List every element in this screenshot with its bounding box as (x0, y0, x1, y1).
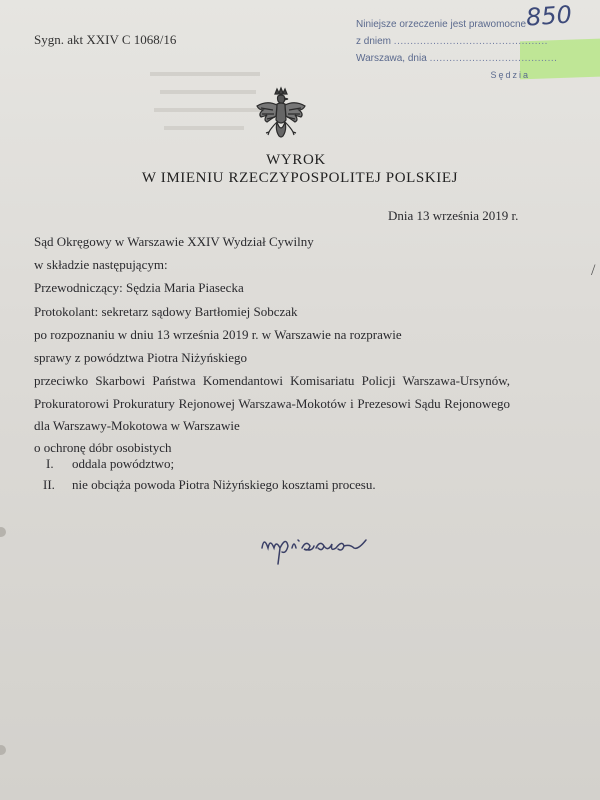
composition-line: w składzie następującym: (34, 257, 168, 272)
stamp-line-2 (356, 33, 548, 50)
subject-line: o ochronę dóbr osobistych (34, 440, 172, 455)
stamp-line-3 (356, 50, 558, 67)
polish-eagle-emblem-icon (253, 86, 309, 148)
margin-mark: / (591, 262, 596, 279)
stamp-date-dots: ............................................... (393, 36, 548, 47)
ruling-item-number: II. (43, 477, 55, 492)
defendants-line-1: przeciwko Skarbowi Państwa Komendantowi Komisariatu Policji Warszawa-Ursynów, (34, 373, 510, 388)
verdict-date: Dnia 13 września 2019 r. (388, 208, 519, 223)
ruling-item-number: I. (46, 456, 54, 471)
verdict-subheading: W IMIENIU RZECZYPOSPOLITEJ POLSKIEJ (141, 170, 459, 186)
binder-hole (0, 527, 6, 537)
plaintiff-line: sprawy z powództwa Piotra Niżyńskiego (34, 350, 248, 365)
stamp-date-label: z dniem (356, 36, 392, 47)
clerk-line: Protokolant: sekretarz sądowy Bartłomiej Sobczak (34, 304, 298, 319)
finality-stamp (356, 16, 558, 84)
hearing-line: po rozpoznaniu w dniu 13 września 2019 r. w Warszawie na rozprawie (34, 327, 402, 342)
defendants-line-3: dla Warszawy-Mokotowa w Warszawie (34, 418, 240, 433)
stamp-line-1: Niniejsze orzeczenie jest prawomocne (356, 19, 527, 30)
stamp-place-label: Warszawa, dnia (356, 53, 427, 64)
ruling-item-text: nie obciąża powoda Piotra Niżyńskiego kosztami procesu. (72, 477, 376, 492)
stamp-judge-label: Sędzia (490, 70, 530, 80)
defendants-line-2: Prokuratorowi Prokuratury Rejonowej Warszawa-Mokotów i Prezesowi Sądu Rejonowego (34, 396, 510, 411)
presiding-judge-line: Przewodniczący: Sędzia Maria Piasecka (34, 280, 244, 295)
binder-hole (0, 745, 6, 755)
judge-signature (258, 518, 388, 568)
ruling-item-text: oddala powództwo; (72, 456, 175, 471)
handwritten-page-number: 850 (525, 0, 573, 32)
stamp-place-dots: ....................................... (429, 53, 558, 64)
verdict-heading: WYROK (266, 152, 326, 168)
case-signature-ref: Sygn. akt XXIV C 1068/16 (34, 32, 177, 47)
court-name-line: Sąd Okręgowy w Warszawie XXIV Wydział Cywilny (34, 234, 314, 249)
